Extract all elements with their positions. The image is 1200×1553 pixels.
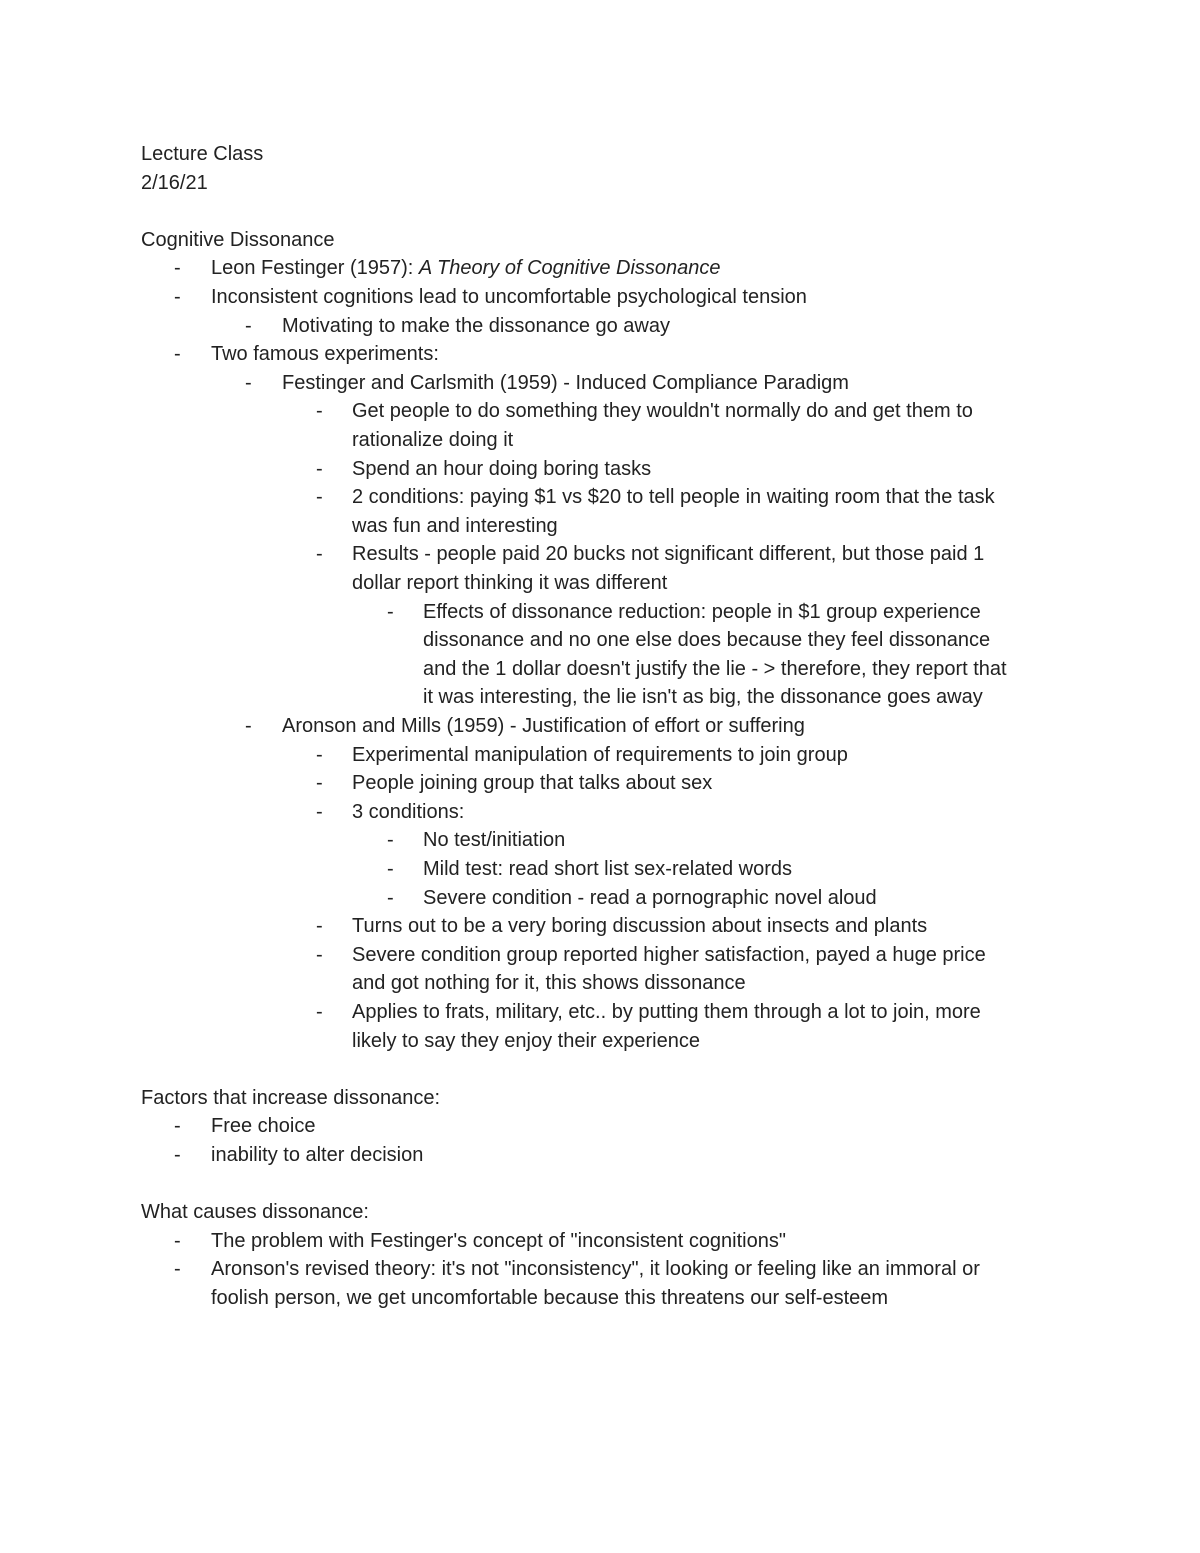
bullet-item	[0, 826, 1200, 855]
bullet-item	[0, 455, 1200, 484]
bullet-dash-icon: -	[316, 486, 323, 509]
bullet-item	[0, 369, 1200, 398]
doc-title	[0, 140, 1200, 169]
bullet-text	[352, 569, 667, 598]
bullet-text-plain: Aronson and Mills (1959) - Justification of effort or suffering	[282, 715, 805, 737]
section-heading	[0, 1084, 1200, 1113]
bullet-item	[0, 1227, 1200, 1256]
bullet-item-continuation	[0, 1027, 1200, 1056]
bullet-text	[211, 1284, 888, 1313]
bullet-text-plain: dissonance and no one else does because they feel dissonance	[423, 629, 991, 652]
bullet-item	[0, 540, 1200, 569]
doc-date-text: 2/16/21	[141, 171, 208, 194]
bullet-text	[423, 626, 990, 655]
bullet-text	[352, 998, 981, 1027]
bullet-dash-icon: -	[174, 257, 181, 280]
bullet-item	[0, 998, 1200, 1027]
bullet-item-continuation	[0, 426, 1200, 455]
bullet-item	[0, 397, 1200, 426]
doc-date	[0, 169, 1200, 198]
bullet-text-plain: Two famous experiments:	[211, 343, 439, 366]
bullet-text-plain: No test/initiation	[423, 829, 566, 852]
bullet-dash-icon: -	[387, 858, 394, 880]
bullet-item-continuation	[0, 626, 1200, 655]
bullet-text	[423, 598, 981, 627]
bullet-text	[352, 769, 712, 798]
bullet-dash-icon: -	[245, 314, 252, 337]
bullet-text-plain: Aronson's revised theory: it's not "inconsistency", it looking or feeling like an immoral or	[211, 1258, 980, 1281]
bullet-text	[423, 683, 983, 712]
bullet-text	[211, 1141, 423, 1170]
bullet-text-plain: was fun and interesting	[352, 514, 558, 537]
bullet-text	[282, 712, 805, 741]
bullet-text	[352, 397, 973, 426]
bullet-text-plain: Free choice	[211, 1115, 316, 1138]
bullet-text	[211, 254, 721, 283]
bullet-text-plain: foolish person, we get uncomfortable because this threatens our self-esteem	[211, 1287, 889, 1309]
doc-title-text: Lecture Class	[141, 143, 264, 165]
bullet-dash-icon: -	[245, 371, 252, 394]
bullet-text-plain: Severe condition group reported higher satisfaction, payed a huge price	[352, 943, 986, 966]
bullet-dash-icon: -	[387, 829, 394, 852]
bullet-dash-icon: -	[316, 457, 323, 480]
bullet-text	[211, 1112, 316, 1141]
bullet-dash-icon: -	[174, 1115, 181, 1138]
bullet-item	[0, 312, 1200, 341]
bullet-text-plain: Severe condition - read a pornographic novel aloud	[423, 886, 877, 909]
bullet-item-continuation	[0, 969, 1200, 998]
bullet-item	[0, 254, 1200, 283]
bullet-text-plain: likely to say they enjoy their experience	[352, 1029, 700, 1052]
bullet-text	[352, 912, 927, 941]
section-heading-text: Factors that increase dissonance:	[141, 1086, 441, 1109]
bullet-text	[352, 426, 513, 455]
bullet-text-plain: and the 1 dollar doesn't justify the lie - > therefore, they report that	[423, 657, 1007, 680]
bullet-dash-icon: -	[316, 400, 323, 423]
bullet-item	[0, 912, 1200, 941]
bullet-text-plain: and got nothing for it, this shows dissonance	[352, 972, 746, 995]
bullet-item	[0, 941, 1200, 970]
bullet-dash-icon: -	[316, 743, 323, 766]
bullet-text	[423, 884, 877, 913]
bullet-dash-icon: -	[245, 715, 252, 737]
section-heading-text: Cognitive Dissonance	[141, 228, 335, 251]
bullet-dash-icon: -	[174, 1144, 181, 1166]
bullet-dash-icon: -	[174, 1229, 181, 1252]
bullet-item	[0, 1255, 1200, 1284]
bullet-text	[352, 969, 746, 998]
book-title-italic: A Theory of Cognitive Dissonance	[418, 257, 721, 280]
bullet-dash-icon: -	[174, 343, 181, 366]
bullet-text-plain: The problem with Festinger's concept of "inconsistent cognitions"	[211, 1229, 786, 1252]
bullet-text-plain: Results - people paid 20 bucks not significant different, but those paid 1	[352, 543, 985, 566]
bullet-text-plain: Festinger and Carlsmith (1959) - Induced Compliance Paradigm	[282, 371, 849, 394]
bullet-item-continuation	[0, 512, 1200, 541]
section-heading-text: What causes dissonance:	[141, 1201, 369, 1224]
bullet-text	[352, 540, 984, 569]
bullet-text	[352, 455, 651, 484]
bullet-text	[352, 941, 986, 970]
bullet-text-plain: 3 conditions:	[352, 800, 465, 823]
bullet-text	[352, 512, 558, 541]
bullet-dash-icon: -	[316, 800, 323, 823]
bullet-text	[211, 283, 807, 312]
bullet-text-plain: Turns out to be a very boring discussion about insects and plants	[352, 915, 928, 938]
bullet-text	[211, 1227, 786, 1256]
bullet-text-plain: Inconsistent cognitions lead to uncomfortable psychological tension	[211, 286, 807, 308]
bullet-item-continuation	[0, 569, 1200, 598]
bullet-dash-icon: -	[316, 1001, 323, 1023]
bullet-text	[423, 826, 565, 855]
section-heading	[0, 1198, 1200, 1227]
bullet-text	[211, 340, 439, 369]
bullet-text-plain: Applies to frats, military, etc.. by putting them through a lot to join, more	[352, 1001, 981, 1023]
bullet-text-plain: People joining group that talks about sex	[352, 772, 713, 795]
bullet-item-continuation	[0, 1284, 1200, 1313]
bullet-item	[0, 340, 1200, 369]
bullet-item	[0, 712, 1200, 741]
bullet-item	[0, 884, 1200, 913]
bullet-text-plain: Mild test: read short list sex-related words	[423, 858, 793, 880]
bullet-text	[423, 655, 1007, 684]
bullet-dash-icon: -	[316, 543, 323, 566]
bullet-item	[0, 769, 1200, 798]
bullet-item	[0, 1141, 1200, 1170]
bullet-text	[352, 741, 848, 770]
bullet-text-plain: Leon Festinger (1957):	[211, 257, 419, 280]
bullet-dash-icon: -	[174, 1258, 181, 1281]
bullet-text	[352, 483, 995, 512]
bullet-item	[0, 1112, 1200, 1141]
bullet-text-plain: rationalize doing it	[352, 429, 514, 451]
bullet-dash-icon: -	[316, 943, 323, 966]
bullet-dash-icon: -	[316, 772, 323, 795]
bullet-item-continuation	[0, 655, 1200, 684]
bullet-text-plain: Spend an hour doing boring tasks	[352, 457, 652, 480]
bullet-item-continuation	[0, 683, 1200, 712]
bullet-text-plain: inability to alter decision	[211, 1144, 424, 1166]
bullet-dash-icon: -	[316, 915, 323, 938]
bullet-text	[282, 312, 670, 341]
bullet-dash-icon: -	[174, 286, 181, 308]
bullet-item	[0, 741, 1200, 770]
bullet-text-plain: Effects of dissonance reduction: people in $1 group experience	[423, 600, 981, 623]
bullet-text-plain: dollar report thinking it was different	[352, 572, 668, 594]
bullet-text-plain: it was interesting, the lie isn't as big, the dissonance goes away	[423, 686, 983, 709]
bullet-text	[352, 798, 464, 827]
bullet-text	[352, 1027, 700, 1056]
bullet-text-plain: Motivating to make the dissonance go away	[282, 314, 670, 337]
bullet-item	[0, 798, 1200, 827]
section-heading	[0, 226, 1200, 255]
bullet-item	[0, 283, 1200, 312]
bullet-text-plain: 2 conditions: paying $1 vs $20 to tell people in waiting room that the task	[352, 486, 995, 509]
bullet-text	[211, 1255, 980, 1284]
bullet-text	[282, 369, 849, 398]
bullet-text-plain: Experimental manipulation of requirements to join group	[352, 743, 848, 766]
bullet-dash-icon: -	[387, 886, 394, 909]
bullet-text-plain: Get people to do something they wouldn't normally do and get them to	[352, 400, 973, 423]
bullet-item	[0, 598, 1200, 627]
bullet-dash-icon: -	[387, 600, 394, 623]
bullet-item	[0, 483, 1200, 512]
bullet-text	[423, 855, 792, 884]
bullet-item	[0, 855, 1200, 884]
